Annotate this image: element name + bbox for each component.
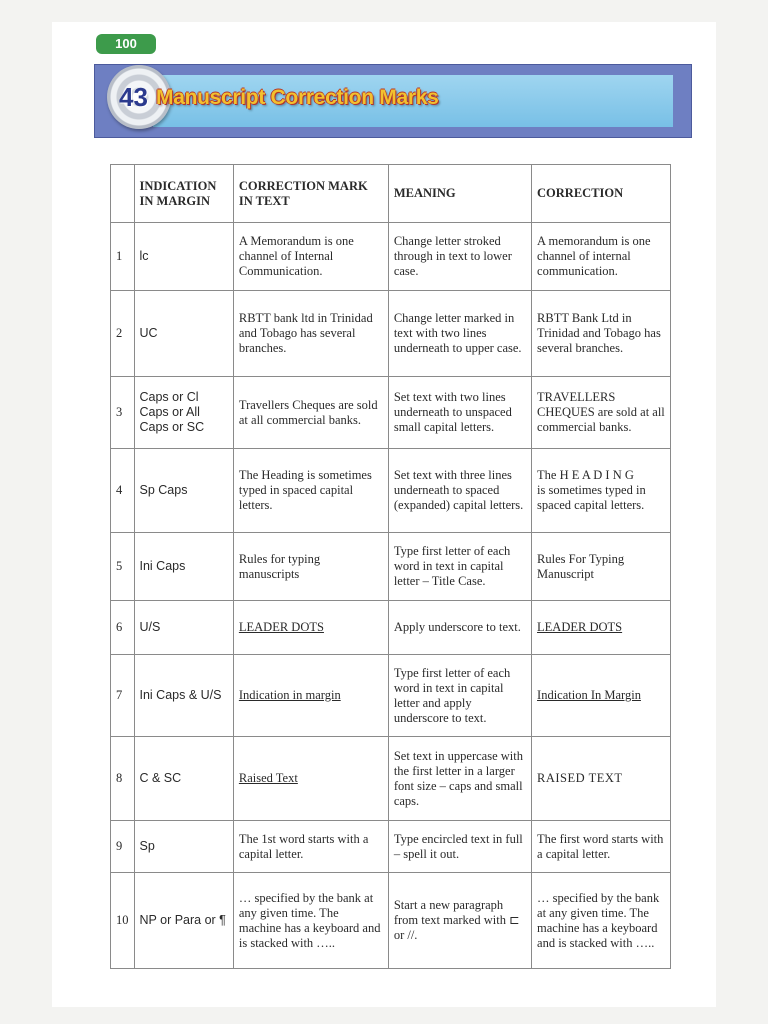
meaning-text: Set text with two lines underneath to unspaced small capital letters. (388, 377, 531, 449)
row-number: 9 (111, 821, 135, 873)
correction-cell (532, 449, 671, 533)
meaning-text: Set text in uppercase with the first letter in a larger font size – caps and small caps. (388, 737, 531, 821)
correction-text: … specified by the bank at any given time. The machine has a keyboard and is stacked with ….. (532, 873, 671, 969)
correction-mark-text: LEADER DOTS (233, 601, 388, 655)
correction-text: Indication In Margin (532, 655, 671, 737)
margin-indication: Sp Caps (134, 449, 233, 533)
correction-marks-table (110, 164, 671, 969)
correction-mark-text: … specified by the bank at any given time. The machine has a keyboard and is stacked with ….. (233, 873, 388, 969)
meaning-text: Start a new paragraph from text marked with ⊏ or //. (388, 873, 531, 969)
correction-text: The first word starts with a capital letter. (532, 821, 671, 873)
table-row (111, 377, 671, 449)
correction-text: is sometimes typed in spaced capital letters. (537, 483, 646, 512)
table-row (111, 449, 671, 533)
correction-text: RBTT Bank Ltd in Trinidad and Tobago has several branches. (532, 291, 671, 377)
correction-text: Rules For Typing Manuscript (532, 533, 671, 601)
correction-text: TRAVELLERS CHEQUES are sold at all commercial banks. (532, 377, 671, 449)
meaning-text: Type encircled text in full – spell it out. (388, 821, 531, 873)
margin-indication: Caps or Cl Caps or All Caps or SC (134, 377, 233, 449)
meaning-text: Type first letter of each word in text in capital letter and apply underscore to text. (388, 655, 531, 737)
margin-indication: Sp (134, 821, 233, 873)
meaning-text: Change letter marked in text with two lines underneath to upper case. (388, 291, 531, 377)
margin-indication: U/S (134, 601, 233, 655)
header-indication: INDICATION IN MARGIN (134, 165, 233, 223)
correction-mark-text: Rules for typing manuscripts (233, 533, 388, 601)
row-number: 3 (111, 377, 135, 449)
meaning-text: Change letter stroked through in text to lower case. (388, 223, 531, 291)
correction-mark-text: The 1st word starts with a capital letter. (233, 821, 388, 873)
row-number: 8 (111, 737, 135, 821)
table-row (111, 737, 671, 821)
row-number: 10 (111, 873, 135, 969)
table-header-row (111, 165, 671, 223)
margin-indication: lc (134, 223, 233, 291)
row-number: 1 (111, 223, 135, 291)
row-number: 2 (111, 291, 135, 377)
row-number: 5 (111, 533, 135, 601)
correction-mark-text: Indication in margin (233, 655, 388, 737)
margin-indication: NP or Para or ¶ (134, 873, 233, 969)
correction-mark-text: The Heading is sometimes typed in spaced capital letters. (233, 449, 388, 533)
correction-text: LEADER DOTS (532, 601, 671, 655)
correction-mark-text: Raised Text (233, 737, 388, 821)
chapter-title: Manuscript Correction Marks (156, 86, 439, 109)
row-number: 4 (111, 449, 135, 533)
meaning-text: Apply underscore to text. (388, 601, 531, 655)
table-row (111, 601, 671, 655)
header-meaning: MEANING (388, 165, 531, 223)
margin-indication: UC (134, 291, 233, 377)
margin-indication: Ini Caps & U/S (134, 655, 233, 737)
meaning-text: Set text with three lines underneath to spaced (expanded) capital letters. (388, 449, 531, 533)
header-number-cell (111, 165, 135, 223)
meaning-text: Type first letter of each word in text in capital letter – Title Case. (388, 533, 531, 601)
row-number: 6 (111, 601, 135, 655)
chapter-number: 43 (119, 82, 148, 112)
correction-mark-text: RBTT bank ltd in Trinidad and Tobago has several branches. (233, 291, 388, 377)
correction-mark-text: A Memorandum is one channel of Internal Communication. (233, 223, 388, 291)
margin-indication: C & SC (134, 737, 233, 821)
margin-indication: Ini Caps (134, 533, 233, 601)
table-row (111, 533, 671, 601)
table-row (111, 821, 671, 873)
table-row (111, 873, 671, 969)
table-row (111, 655, 671, 737)
table-row (111, 291, 671, 377)
correction-text: RAISED TEXT (532, 737, 671, 821)
correction-text: A memorandum is one channel of internal communication. (532, 223, 671, 291)
row-number: 7 (111, 655, 135, 737)
header-correction-mark: CORRECTION MARK IN TEXT (233, 165, 388, 223)
table-row (111, 223, 671, 291)
page-number-badge: 100 (96, 34, 156, 54)
correction-spaced-heading: The H E A D I N G (537, 468, 634, 482)
correction-mark-text: Travellers Cheques are sold at all commercial banks. (233, 377, 388, 449)
header-correction: CORRECTION (532, 165, 671, 223)
